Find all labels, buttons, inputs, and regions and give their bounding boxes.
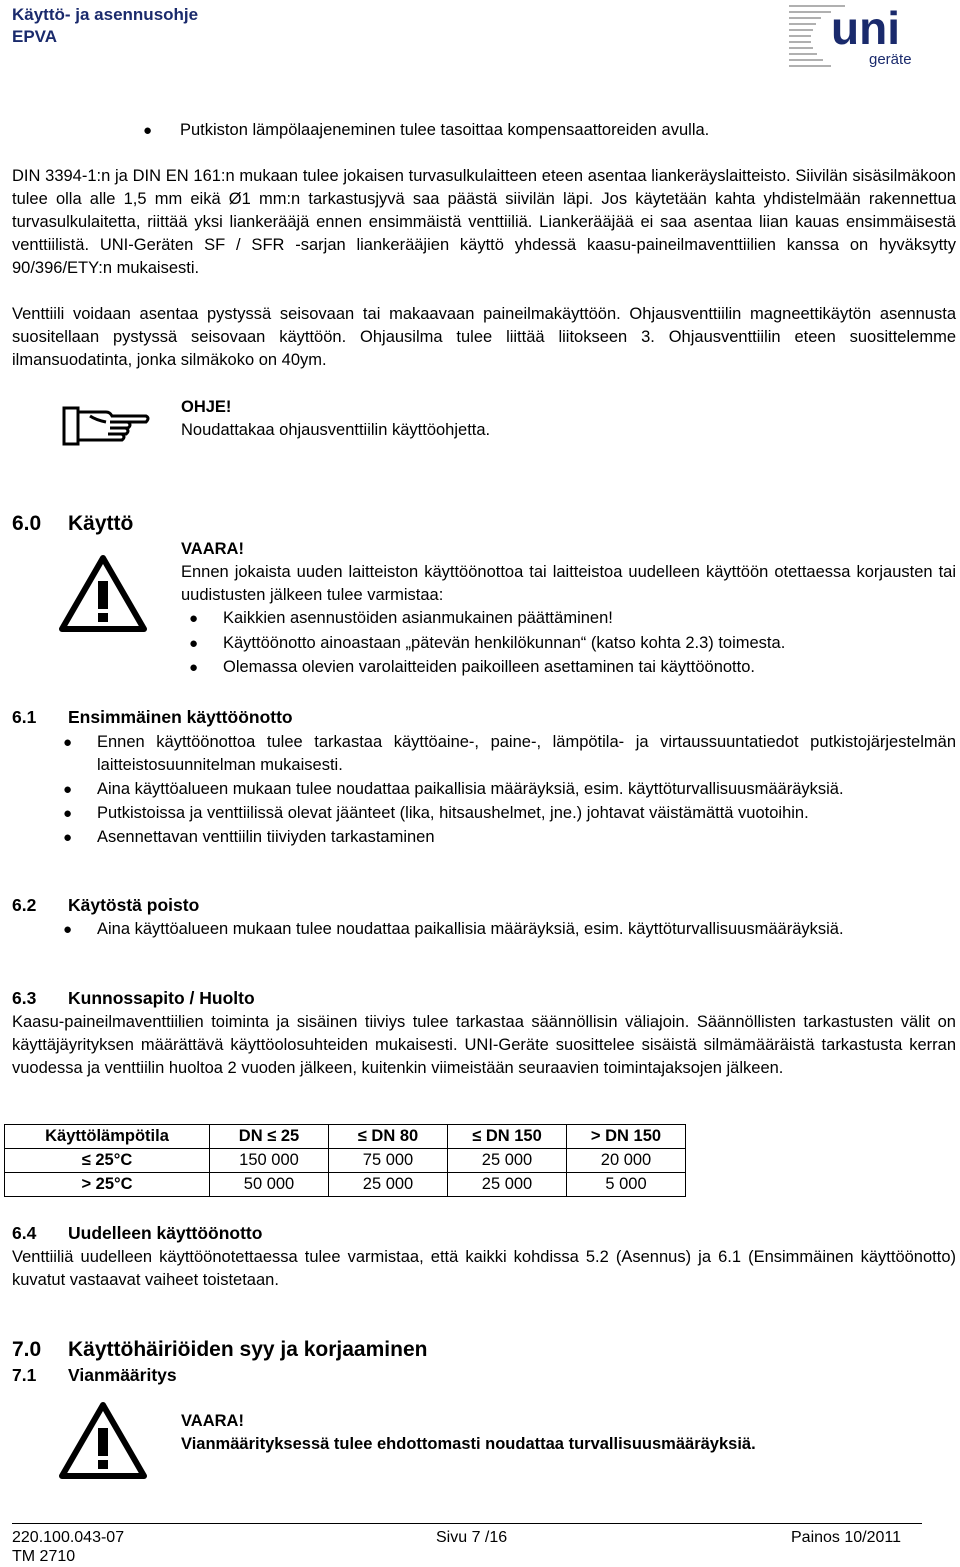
bullet-icon: ● <box>63 921 73 938</box>
section-6-2-list <box>55 918 956 941</box>
bullet-icon: ● <box>189 635 199 652</box>
table-cell: 75 000 <box>329 1149 448 1173</box>
section-6-4-number: 6.4 <box>12 1223 37 1243</box>
section-6-warning-text: Ennen jokaista uuden laitteiston käyttöönottoa tai laitteistoa uudelleen käyttöön otettaessa korjausten tai uudistusten jälkeen tulee varmistaa: <box>181 563 956 604</box>
note-text: Noudattakaa ohjausventtiilin käyttöohjetta. <box>181 421 491 439</box>
section-6-number: 6.0 <box>12 512 42 535</box>
header-title-line2: EPVA <box>12 27 58 46</box>
intro-paragraph-2: Venttiili voidaan asentaa pystyssä seisovaan tai makaavaan paineilmakäyttöön. Ohjausventtiilin magneettikäytön asennusta suositellaan pystyssä seisovaan käyttöön. Ohjausilma tulee liittää liitokseen 3. Ohjausventtiilin eteen suosittelemme ilmansuodatinta, jonka silmäkoko on 40ym. <box>12 305 956 369</box>
table-header-cell: Käyttölämpötila <box>5 1125 210 1149</box>
list-item: ● Asennettavan venttiilin tiiviyden tarkastaminen <box>55 826 956 849</box>
section-7-1-warning-text: Vianmäärityksessä tulee ehdottomasti noudattaa turvallisuusmääräyksiä. <box>181 1435 756 1453</box>
footer-tm-number: TM 2710 <box>12 1548 76 1565</box>
section-7-title: Käyttöhäiriöiden syy ja korjaaminen <box>68 1338 428 1361</box>
table-row <box>5 1173 686 1197</box>
warning-triangle-icon <box>58 553 148 633</box>
table-cell: 25 000 <box>329 1173 448 1197</box>
table-header-cell: ≤ DN 150 <box>448 1125 567 1149</box>
intro-paragraph-1: DIN 3394-1:n ja DIN EN 161:n mukaan tulee jokaisen turvasulkulaitteen eteen asentaa liankeräyslaitteisto. Siivilän sisäsilmäkoon tulee olla alle 1,5 mm eikä Ø1 mm:n tarkastusjyvä saa päästä siivilän läpi. Jos käytetään kahta yhdistelmään rakennettua turvasulkulaitetta, riittää yksi liankerääjä ennen ensimmäistä venttiiliä. Liankerääjää ei saa asentaa liian kauas ensimmäisestä venttiilistä. UNI-Geräten SF / SFR -sarjan liankerääjien käyttö yhdessä kaasu-paineilmaventtiilien kanssa on hyväksytty 90/396/ETY:n mukaisesti. <box>12 167 956 277</box>
section-6-3-title: Kunnossapito / Huolto <box>68 988 255 1008</box>
section-6-title: Käyttö <box>68 512 134 535</box>
footer-edition: Painos 10/2011 <box>791 1529 902 1546</box>
bullet-icon: ● <box>63 829 73 846</box>
footer-divider <box>12 1523 922 1524</box>
section-6-3-text: Kaasu-paineilmaventtiilien toiminta ja sisäinen tiiviys tulee tarkastaa säännöllisin väliajoin. Säännöllisten tarkastusten välit on käyttäjäyrityksen määrättävä käyttöolosuhteiden mukaisesti. UNI-Geräte suosittelee sisäistä silmämääräistä tarkastusta kerran vuodessa ja venttiilin huoltoa 2 vuoden jälkeen, kuitenkin viimeistään seuraavien toimintajaksojen jälkeen. <box>12 1013 956 1077</box>
section-7-number: 7.0 <box>12 1338 42 1361</box>
section-6-2-heading <box>12 894 199 917</box>
section-6-3-heading <box>12 987 255 1010</box>
logo-text: uni <box>831 2 900 54</box>
list-item: ● Aina käyttöalueen mukaan tulee noudattaa paikallisia määräyksiä, esim. käyttöturvallisuusmääräyksiä. <box>55 918 956 941</box>
section-7-1-number: 7.1 <box>12 1365 37 1385</box>
table-header-cell: > DN 150 <box>567 1125 686 1149</box>
section-6-3-number: 6.3 <box>12 988 37 1008</box>
section-7-heading <box>12 1337 427 1363</box>
list-item: ● Aina käyttöalueen mukaan tulee noudattaa paikallisia määräyksiä, esim. käyttöturvallisuusmääräyksiä. <box>55 778 956 801</box>
table-header-cell: ≤ DN 80 <box>329 1125 448 1149</box>
section-6-heading <box>12 511 133 537</box>
intro-bullet <box>143 119 940 142</box>
table-header-cell: DN ≤ 25 <box>210 1125 329 1149</box>
table-cell: 50 000 <box>210 1173 329 1197</box>
section-6-1-list <box>55 731 956 849</box>
uni-geraete-logo <box>771 2 946 74</box>
warning-triangle-icon <box>58 1400 148 1480</box>
footer-page-number: Sivu 7 /16 <box>436 1529 508 1546</box>
bullet-icon: ● <box>143 122 153 139</box>
bullet-icon: ● <box>63 734 73 751</box>
intro-bullet-text: Putkiston lämpölaajeneminen tulee tasoittaa kompensaattoreiden avulla. <box>180 121 710 139</box>
table-cell: 5 000 <box>567 1173 686 1197</box>
section-6-4-title: Uudelleen käyttöönotto <box>68 1223 263 1243</box>
table-cell: 150 000 <box>210 1149 329 1173</box>
logo-subtext: geräte <box>869 51 912 68</box>
section-6-4-text: Venttiiliä uudelleen käyttöönotettaessa tulee varmistaa, että kaikki kohdissa 5.2 (Asennus) ja 6.1 (Ensimmäinen käyttöönotto) kuvatut vastaavat vaiheet toistetaan. <box>12 1248 956 1289</box>
service-interval-table <box>4 1124 686 1197</box>
table-cell: ≤ 25°C <box>5 1149 210 1173</box>
section-7-1-heading <box>12 1364 177 1387</box>
section-6-1-number: 6.1 <box>12 707 37 727</box>
footer-doc-number: 220.100.043-07 <box>12 1529 125 1546</box>
table-row <box>5 1149 686 1173</box>
table-cell: > 25°C <box>5 1173 210 1197</box>
table-header-row <box>5 1125 686 1149</box>
list-item: ● Ennen käyttöönottoa tulee tarkastaa käyttöaine-, paine-, lämpötila- ja virtaussuuntatiedot putkistojärjestelmän laitteistosuunnitelman mukaisesti. <box>63 733 956 774</box>
bullet-icon: ● <box>63 805 73 822</box>
bullet-icon: ● <box>189 659 199 676</box>
table-cell: 25 000 <box>448 1173 567 1197</box>
bullet-icon: ● <box>63 781 73 798</box>
section-6-warning-title: VAARA! <box>181 540 244 558</box>
section-6-2-title: Käytöstä poisto <box>68 895 200 915</box>
header-title-line1: Käyttö- ja asennusohje <box>12 5 199 24</box>
section-6-1-title: Ensimmäinen käyttöönotto <box>68 707 293 727</box>
list-item: ● Käyttöönotto ainoastaan „pätevän henkilökunnan“ (katso kohta 2.3) toimesta. <box>181 632 956 655</box>
section-6-1-heading <box>12 706 293 729</box>
list-item: ● Olemassa olevien varolaitteiden paikoilleen asettaminen tai käyttöönotto. <box>181 656 956 679</box>
section-6-2-number: 6.2 <box>12 895 37 915</box>
table-cell: 20 000 <box>567 1149 686 1173</box>
section-6-list <box>181 607 956 679</box>
section-7-1-title: Vianmääritys <box>68 1365 177 1385</box>
document-header-title <box>12 4 198 48</box>
table-cell: 25 000 <box>448 1149 567 1173</box>
section-6-4-heading <box>12 1222 262 1245</box>
bullet-icon: ● <box>189 610 199 627</box>
section-7-1-warning-title: VAARA! <box>181 1412 244 1430</box>
pointing-hand-icon <box>60 400 152 452</box>
list-item: ● Kaikkien asennustöiden asianmukainen päättäminen! <box>181 607 956 630</box>
list-item: ● Putkistoissa ja venttiilissä olevat jäänteet (lika, hitsaushelmet, jne.) johtavat väistämättä vuotoihin. <box>55 802 956 825</box>
note-title: OHJE! <box>181 398 232 416</box>
